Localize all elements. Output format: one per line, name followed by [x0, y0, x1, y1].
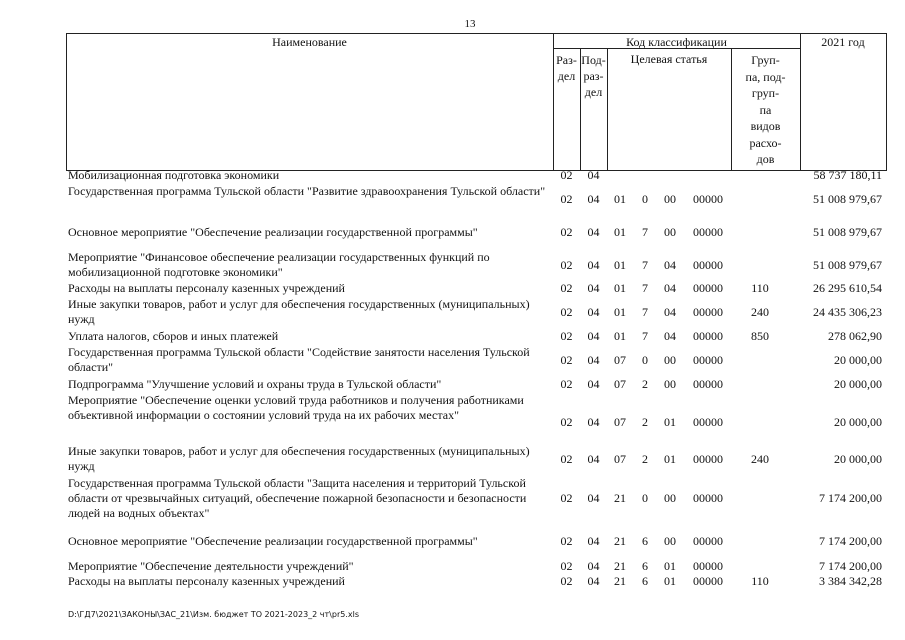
header-razdel: Раз- дел: [556, 53, 577, 83]
header-podrazdel: Под- раз- дел: [581, 53, 606, 99]
header-year: 2021 год: [821, 35, 865, 49]
page-number: 13: [464, 18, 476, 30]
header-name: Наименование: [272, 35, 347, 49]
header-group: Груп- па, под- груп- па видов расхо- дов: [745, 53, 786, 166]
header-target: Целевая статья: [630, 52, 708, 66]
header-code: Код классификации: [626, 35, 727, 49]
file-path-footer: D:\ГД7\2021\ЗАКОНЫ\ЗАС_21\Изм. бюджет ТО 2021-2023_2 чт\pr5.xls: [68, 610, 359, 619]
